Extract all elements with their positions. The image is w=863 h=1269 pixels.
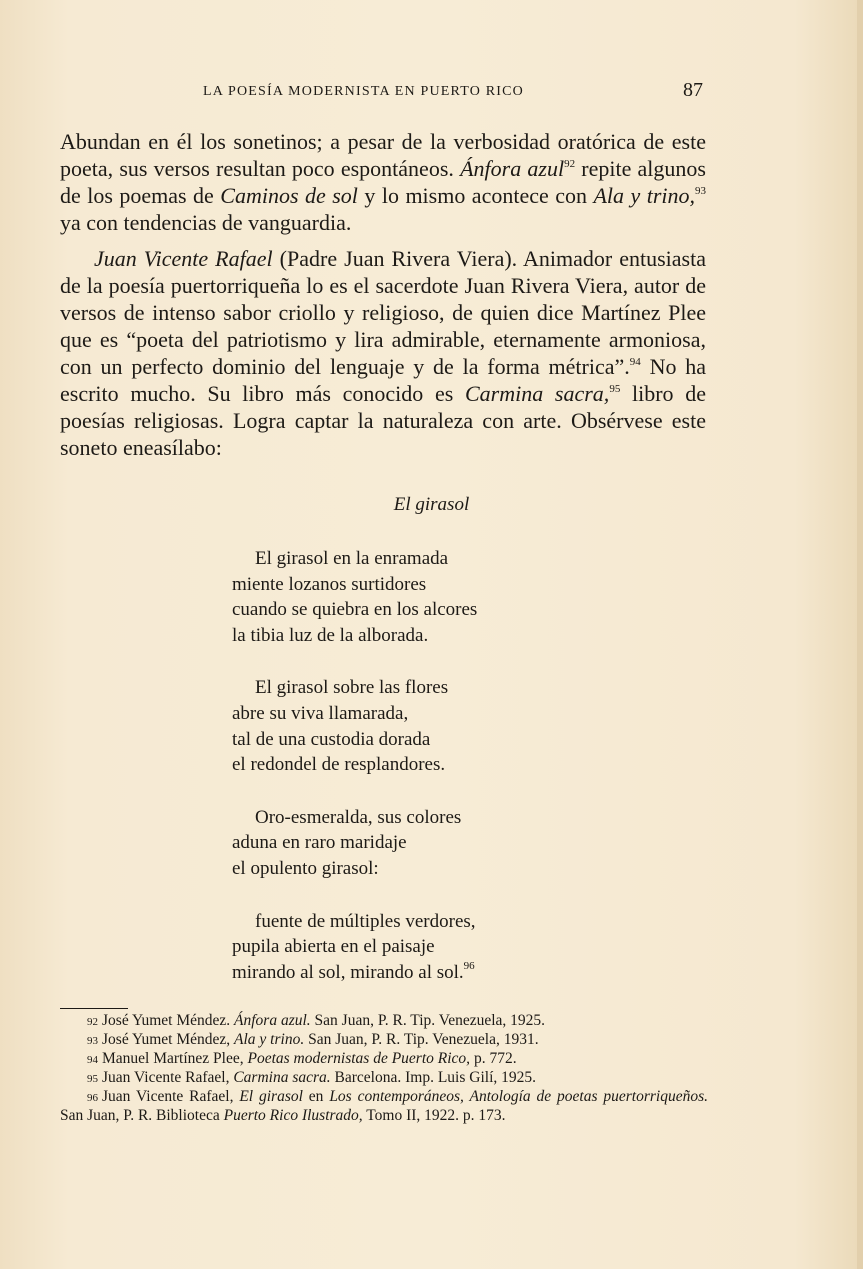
footnote-ref: 92 bbox=[564, 158, 576, 170]
stanza-4 bbox=[232, 909, 652, 986]
text: San Juan, P. R. Biblioteca bbox=[60, 1107, 224, 1124]
poem-line: El girasol sobre las flores bbox=[255, 677, 449, 699]
stanza-1 bbox=[232, 546, 652, 648]
body-text bbox=[60, 128, 706, 461]
poem-line: el redondel de resplandores. bbox=[232, 754, 446, 776]
paragraph-2 bbox=[60, 245, 706, 461]
book-title: Ala y trino. bbox=[234, 1031, 305, 1048]
book-title: Caminos de sol bbox=[220, 183, 358, 208]
text: Manuel Martínez Plee, bbox=[102, 1050, 248, 1067]
poem-line: miente lozanos surtidores bbox=[232, 573, 427, 595]
text: Abundan en él los sonetinos; a pesar de la verbosidad oratórica de este poeta, sus versos resultan poco espontáneos. bbox=[60, 129, 706, 181]
text: San Juan, P. R. Tip. Venezuela, 1931. bbox=[304, 1031, 539, 1048]
book-title: Puerto Rico Ilustrado, bbox=[223, 1107, 363, 1124]
text: libro de poesías religiosas. Logra captar la naturaleza con arte. Obsérvese este soneto eneasílabo: bbox=[60, 381, 706, 460]
author-name: Juan Vicente Rafael bbox=[94, 246, 273, 271]
page-header bbox=[203, 80, 709, 104]
text: San Juan, P. R. Tip. Venezuela, 1925. bbox=[310, 1012, 546, 1029]
poem-line: abre su viva llamarada, bbox=[232, 702, 409, 724]
running-head: LA POESÍA MODERNISTA EN PUERTO RICO bbox=[203, 84, 524, 99]
poem-line: Oro-esmeralda, sus colores bbox=[255, 806, 462, 828]
poem-line: pupila abierta en el paisaje bbox=[232, 936, 435, 958]
poem-line-last bbox=[232, 960, 652, 986]
book-title: Poetas modernistas de Puerto Rico, bbox=[247, 1050, 471, 1067]
page-number: 87 bbox=[683, 79, 703, 101]
footnote-number: 95 bbox=[87, 1073, 98, 1085]
footnote-ref: 96 bbox=[463, 959, 475, 972]
poem-title: El girasol bbox=[393, 494, 470, 515]
book-title: Ánfora azul bbox=[460, 156, 565, 181]
text: Tomo II, 1922. p. 173. bbox=[362, 1107, 506, 1124]
text: p. 772. bbox=[470, 1050, 517, 1067]
footnote-number: 96 bbox=[87, 1092, 98, 1104]
text: Juan Vicente Rafael, bbox=[102, 1088, 240, 1105]
text: en bbox=[302, 1088, 330, 1105]
text: José Yumet Méndez, bbox=[102, 1031, 235, 1048]
text: Barcelona. Imp. Luis Gilí, 1925. bbox=[330, 1069, 537, 1086]
footnote-93 bbox=[60, 1031, 708, 1050]
stanza-2 bbox=[232, 675, 652, 777]
footnote-96 bbox=[60, 1088, 708, 1125]
poem-line: la tibia luz de la alborada. bbox=[232, 624, 429, 646]
footnote-94 bbox=[60, 1050, 708, 1069]
poem-line: el opulento girasol: bbox=[232, 857, 379, 879]
poem bbox=[232, 546, 652, 1012]
poem-line: tal de una custodia dorada bbox=[232, 728, 431, 750]
text: No ha escrito mucho. Su libro más conocido es bbox=[60, 354, 706, 406]
footnote-ref: 95 bbox=[609, 383, 621, 395]
footnote-rule bbox=[60, 1008, 128, 1009]
text: repite algunos de los poemas de bbox=[60, 156, 706, 208]
text: ya con tendencias de vanguardia. bbox=[60, 210, 352, 235]
poem-line: aduna en raro maridaje bbox=[232, 832, 407, 854]
book-title: Carmina sacra, bbox=[465, 381, 610, 406]
book-title: Carmina sacra. bbox=[233, 1069, 331, 1086]
book-title: Ala y trino, bbox=[593, 183, 695, 208]
text: Juan Vicente Rafael, bbox=[102, 1069, 234, 1086]
poem-line-text: mirando al sol, mirando al sol. bbox=[232, 961, 464, 983]
footnotes bbox=[60, 1012, 708, 1125]
book-title: El girasol bbox=[239, 1088, 303, 1105]
footnote-number: 93 bbox=[87, 1035, 98, 1047]
footnote-number: 94 bbox=[87, 1054, 98, 1066]
footnote-ref: 94 bbox=[629, 356, 641, 368]
book-title: Los contemporáneos, Antología de poetas puertorriqueños. bbox=[329, 1088, 708, 1105]
footnote-ref: 93 bbox=[695, 185, 706, 197]
text: (Padre Juan Rivera Viera). Animador entusiasta de la poesía puertorriqueña lo es el sacerdote Juan Rivera Viera, autor de versos de intenso sabor criollo y religioso, de quien dice Martínez Plee que es “poeta del patriotismo y lira admirable, eternamente armoniosa, con un perfecto dominio del lenguaje y de la forma métrica”. bbox=[60, 246, 706, 379]
book-title: Ánfora azul. bbox=[234, 1012, 311, 1029]
footnote-95 bbox=[60, 1069, 708, 1088]
page-edge bbox=[857, 0, 863, 1269]
text: José Yumet Méndez. bbox=[102, 1012, 235, 1029]
poem-line: El girasol en la enramada bbox=[255, 548, 449, 569]
text: y lo mismo acontece con bbox=[357, 183, 594, 208]
footnote-92 bbox=[60, 1012, 708, 1031]
poem-line: cuando se quiebra en los alcores bbox=[232, 599, 478, 621]
stanza-3 bbox=[232, 805, 652, 882]
paragraph-1 bbox=[60, 128, 706, 236]
footnote-number: 92 bbox=[87, 1016, 98, 1028]
poem-line: fuente de múltiples verdores, bbox=[255, 910, 476, 932]
